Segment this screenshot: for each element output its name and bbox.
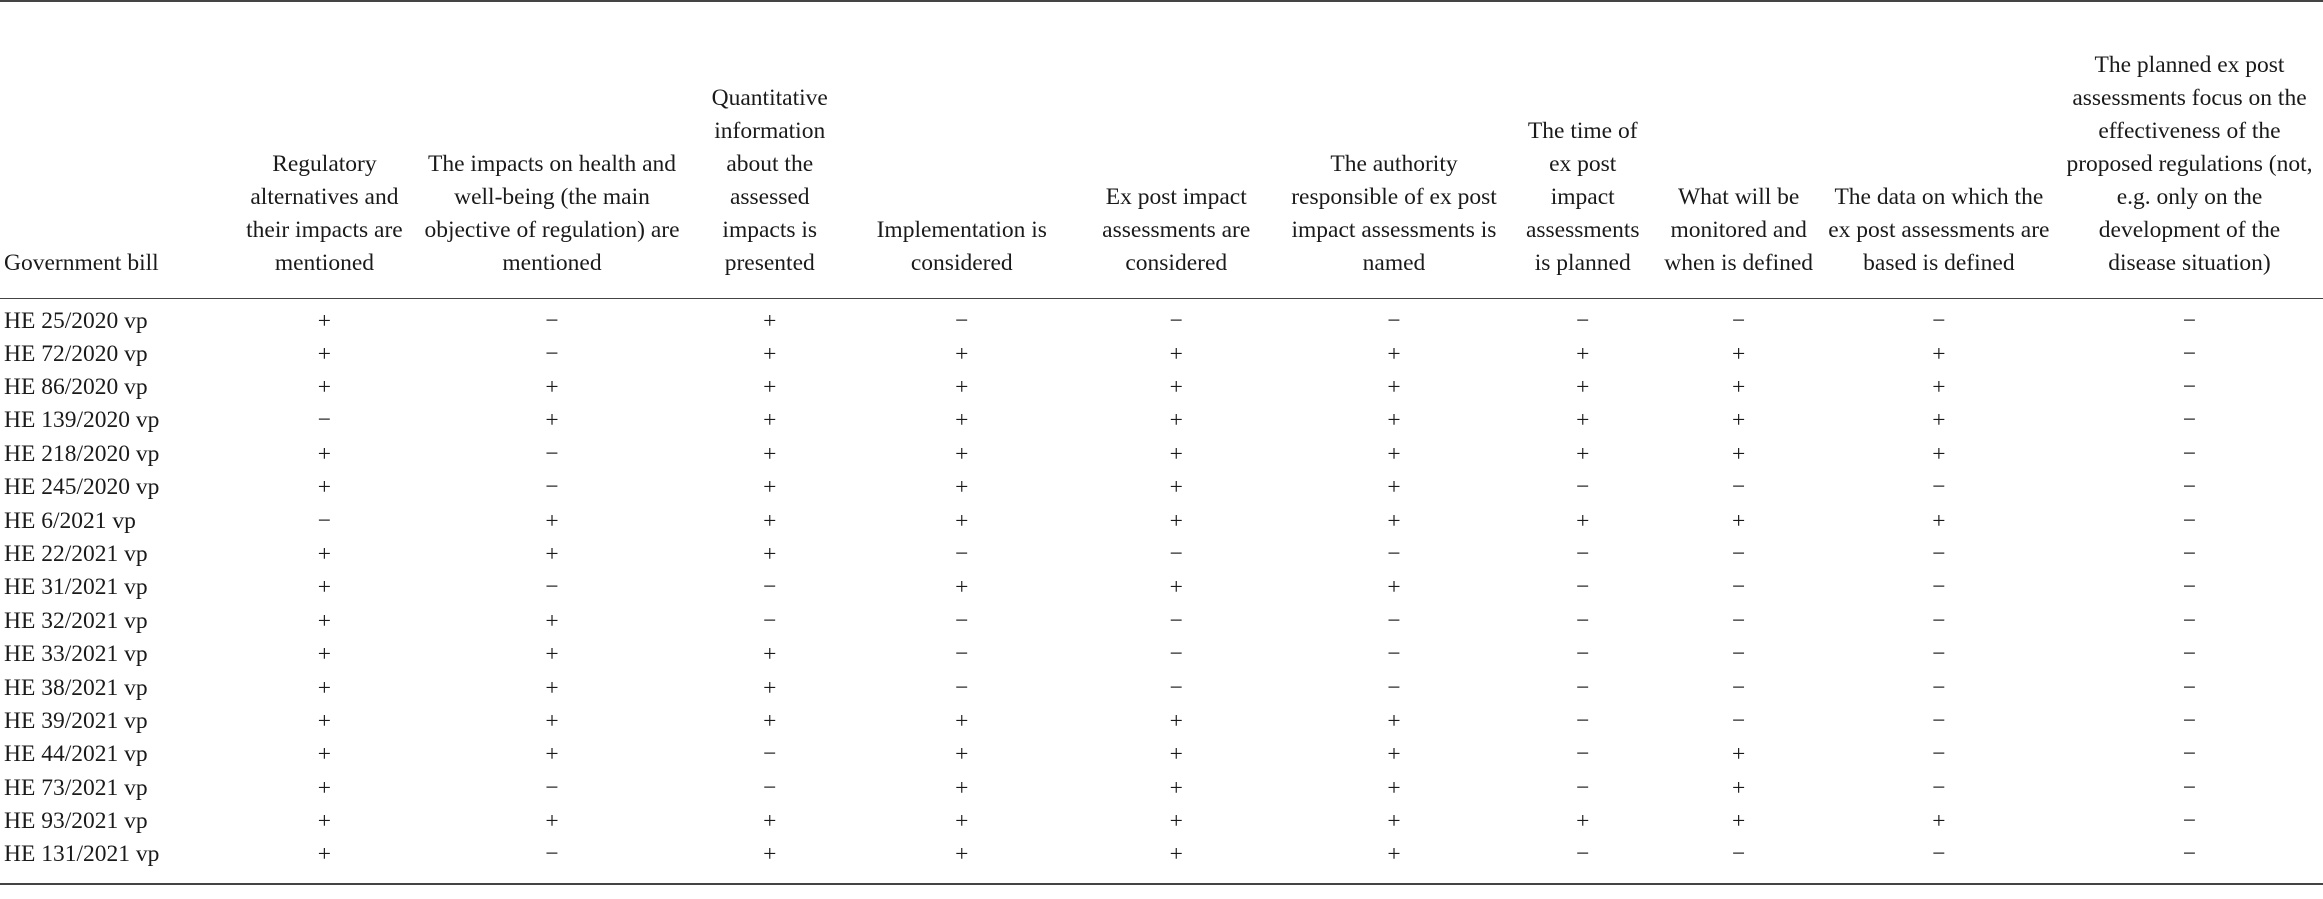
bill-cell: HE 38/2021 vp [4, 674, 148, 701]
bill-cell: HE 218/2020 vp [4, 440, 160, 467]
mark-cell: − [1732, 707, 1746, 734]
mark-cell: − [955, 641, 969, 668]
table-row [0, 471, 2323, 504]
mark-cell: − [763, 774, 777, 801]
mark-cell: − [1576, 474, 1590, 501]
mark-cell: + [1169, 774, 1183, 801]
mark-cell: + [1932, 407, 1946, 434]
bill-cell: HE 72/2020 vp [4, 340, 148, 367]
bill-cell: HE 33/2021 vp [4, 641, 148, 668]
table-row [0, 838, 2323, 884]
bill-cell: HE 86/2020 vp [4, 374, 148, 401]
mark-cell: + [545, 674, 559, 701]
mark-cell: − [1732, 841, 1746, 868]
mark-cell: + [317, 774, 332, 801]
bill-cell: HE 139/2020 vp [4, 407, 160, 434]
bill-cell: HE 32/2021 vp [4, 607, 148, 634]
column-header: The time of ex post impact assessments is planned [1510, 1, 1656, 298]
mark-cell: + [317, 841, 332, 868]
mark-cell: + [1576, 340, 1590, 367]
mark-cell: − [2182, 340, 2197, 367]
table-body [0, 298, 2323, 884]
mark-cell: − [1932, 641, 1946, 668]
mark-cell: − [1932, 674, 1946, 701]
mark-cell: + [955, 774, 969, 801]
mark-cell: + [763, 541, 777, 568]
mark-cell: + [317, 474, 332, 501]
mark-cell: + [1576, 374, 1590, 401]
mark-cell: + [955, 574, 969, 601]
mark-cell: + [317, 440, 332, 467]
table-row [0, 638, 2323, 671]
mark-cell: + [955, 841, 969, 868]
mark-cell: + [317, 808, 332, 835]
mark-cell: − [2182, 641, 2197, 668]
mark-cell: − [1169, 541, 1183, 568]
mark-cell: + [1387, 340, 1401, 367]
column-header: The authority responsible of ex post impact assessments is named [1278, 1, 1510, 298]
column-header: What will be monitored and when is defined [1655, 1, 1821, 298]
table-bottom-rule [0, 884, 2323, 885]
mark-cell: + [317, 374, 332, 401]
table-row [0, 805, 2323, 838]
mark-cell: + [545, 374, 559, 401]
mark-cell: + [545, 641, 559, 668]
mark-cell: + [1932, 340, 1946, 367]
mark-cell: + [317, 707, 332, 734]
mark-cell: − [1576, 574, 1590, 601]
mark-cell: + [763, 641, 777, 668]
mark-cell: − [1576, 841, 1590, 868]
table-row [0, 504, 2323, 537]
mark-cell: + [1387, 774, 1401, 801]
mark-cell: + [955, 808, 969, 835]
mark-cell: + [1932, 507, 1946, 534]
mark-cell: + [763, 407, 777, 434]
mark-cell: − [1932, 474, 1946, 501]
bill-cell: HE 25/2020 vp [4, 307, 148, 334]
mark-cell: − [1732, 574, 1746, 601]
mark-cell: − [1169, 307, 1183, 334]
mark-cell: + [763, 340, 777, 367]
mark-cell: − [1932, 541, 1946, 568]
mark-cell: − [2182, 507, 2197, 534]
mark-cell: − [317, 407, 332, 434]
mark-cell: − [1387, 607, 1401, 634]
mark-cell: + [545, 808, 559, 835]
table-row [0, 571, 2323, 604]
mark-cell: + [955, 707, 969, 734]
column-header: The data on which the ex post assessments are based is defined [1822, 1, 2056, 298]
mark-cell: − [1732, 307, 1746, 334]
mark-cell: + [545, 707, 559, 734]
mark-cell: − [1732, 674, 1746, 701]
mark-cell: + [763, 841, 777, 868]
column-header: Ex post impact assessments are considered [1074, 1, 1278, 298]
table-row [0, 404, 2323, 437]
mark-cell: − [1576, 741, 1590, 768]
bill-cell: HE 6/2021 vp [4, 507, 136, 534]
mark-cell: − [2182, 474, 2197, 501]
mark-cell: + [1387, 741, 1401, 768]
mark-cell: + [763, 440, 777, 467]
mark-cell: + [1169, 707, 1183, 734]
mark-cell: − [1576, 307, 1590, 334]
mark-cell: − [955, 607, 969, 634]
mark-cell: + [317, 641, 332, 668]
mark-cell: + [1732, 774, 1746, 801]
bill-cell: HE 245/2020 vp [4, 474, 160, 501]
table-row [0, 438, 2323, 471]
mark-cell: − [1732, 607, 1746, 634]
bill-cell: HE 39/2021 vp [4, 707, 148, 734]
mark-cell: − [1387, 307, 1401, 334]
mark-cell: + [545, 741, 559, 768]
mark-cell: − [1932, 841, 1946, 868]
column-header: The impacts on health and well-being (the main objective of regulation) are mentioned [414, 1, 691, 298]
mark-cell: + [1169, 440, 1183, 467]
mark-cell: − [1576, 607, 1590, 634]
mark-cell: − [1932, 707, 1946, 734]
mark-cell: + [955, 741, 969, 768]
mark-cell: − [2182, 808, 2197, 835]
mark-cell: − [1169, 674, 1183, 701]
mark-cell: − [545, 307, 559, 334]
mark-cell: − [545, 340, 559, 367]
mark-cell: + [545, 507, 559, 534]
mark-cell: − [1169, 607, 1183, 634]
table-row [0, 772, 2323, 805]
mark-cell: + [1169, 507, 1183, 534]
mark-cell: − [2182, 440, 2197, 467]
mark-cell: − [2182, 374, 2197, 401]
mark-cell: + [317, 307, 332, 334]
mark-cell: − [1169, 641, 1183, 668]
mark-cell: + [763, 674, 777, 701]
mark-cell: + [1576, 407, 1590, 434]
bill-cell: HE 22/2021 vp [4, 541, 148, 568]
mark-cell: + [763, 474, 777, 501]
mark-cell: − [1932, 741, 1946, 768]
mark-cell: + [763, 808, 777, 835]
mark-cell: + [1169, 841, 1183, 868]
mark-cell: + [955, 374, 969, 401]
table-row [0, 538, 2323, 571]
column-header: Regulatory alternatives and their impacts are mentioned [235, 1, 413, 298]
mark-cell: − [2182, 674, 2197, 701]
mark-cell: − [2182, 541, 2197, 568]
mark-cell: − [1576, 674, 1590, 701]
bill-cell: HE 131/2021 vp [4, 841, 160, 868]
mark-cell: − [2182, 741, 2197, 768]
mark-cell: + [1387, 474, 1401, 501]
mark-cell: − [1576, 707, 1590, 734]
mark-cell: − [1732, 474, 1746, 501]
mark-cell: + [1576, 440, 1590, 467]
mark-cell: − [1732, 541, 1746, 568]
mark-cell: − [763, 574, 777, 601]
header-row [0, 1, 2323, 298]
mark-cell: + [1169, 741, 1183, 768]
column-header: Quantitative information about the assessed impacts is presented [690, 1, 849, 298]
mark-cell: + [1169, 574, 1183, 601]
table-row [0, 298, 2323, 338]
mark-cell: − [1576, 541, 1590, 568]
mark-cell: − [545, 474, 559, 501]
bill-cell: HE 73/2021 vp [4, 774, 148, 801]
mark-cell: − [1387, 541, 1401, 568]
mark-cell: − [1932, 574, 1946, 601]
mark-cell: + [955, 507, 969, 534]
mark-cell: + [763, 707, 777, 734]
bill-cell: HE 44/2021 vp [4, 741, 148, 768]
mark-cell: − [1932, 307, 1946, 334]
mark-cell: − [2182, 574, 2197, 601]
mark-cell: + [1169, 808, 1183, 835]
mark-cell: − [2182, 607, 2197, 634]
mark-cell: + [317, 541, 332, 568]
mark-cell: + [1732, 340, 1746, 367]
mark-cell: − [1387, 674, 1401, 701]
mark-cell: − [1932, 774, 1946, 801]
mark-cell: + [1732, 407, 1746, 434]
mark-cell: − [2182, 774, 2197, 801]
mark-cell: + [1169, 407, 1183, 434]
column-header: Implementation is considered [849, 1, 1074, 298]
mark-cell: + [1169, 474, 1183, 501]
mark-cell: + [955, 340, 969, 367]
mark-cell: + [763, 507, 777, 534]
mark-cell: − [1932, 607, 1946, 634]
mark-cell: + [1732, 440, 1746, 467]
mark-cell: + [763, 307, 777, 334]
mark-cell: − [1732, 641, 1746, 668]
mark-cell: − [763, 741, 777, 768]
table-row [0, 705, 2323, 738]
mark-cell: + [1576, 507, 1590, 534]
bill-cell: HE 93/2021 vp [4, 808, 148, 835]
mark-cell: − [1576, 774, 1590, 801]
mark-cell: + [1732, 507, 1746, 534]
mark-cell: + [1387, 808, 1401, 835]
mark-cell: − [545, 841, 559, 868]
mark-cell: + [1169, 374, 1183, 401]
mark-cell: + [1387, 574, 1401, 601]
mark-cell: + [1732, 808, 1746, 835]
mark-cell: + [1387, 374, 1401, 401]
table-row [0, 338, 2323, 371]
mark-cell: − [2182, 307, 2197, 334]
mark-cell: − [317, 507, 332, 534]
mark-cell: − [1387, 641, 1401, 668]
mark-cell: + [545, 407, 559, 434]
mark-cell: − [955, 307, 969, 334]
mark-cell: − [545, 574, 559, 601]
mark-cell: + [1387, 407, 1401, 434]
mark-cell: − [2182, 841, 2197, 868]
mark-cell: − [955, 541, 969, 568]
mark-cell: + [763, 374, 777, 401]
mark-cell: − [545, 440, 559, 467]
mark-cell: + [1732, 741, 1746, 768]
mark-cell: + [955, 407, 969, 434]
mark-cell: − [2182, 407, 2197, 434]
mark-cell: + [1932, 808, 1946, 835]
mark-cell: + [1387, 507, 1401, 534]
mark-cell: + [1932, 374, 1946, 401]
mark-cell: + [1387, 841, 1401, 868]
mark-cell: + [1387, 707, 1401, 734]
table-row [0, 671, 2323, 704]
column-header: The planned ex post assessments focus on the effectiveness of the proposed regulations (not, e.g. only on the development of the disease situation) [2056, 1, 2323, 298]
mark-cell: + [317, 340, 332, 367]
mark-cell: + [1932, 440, 1946, 467]
mark-cell: − [1576, 641, 1590, 668]
mark-cell: + [955, 440, 969, 467]
bill-cell: HE 31/2021 vp [4, 574, 148, 601]
table-row [0, 738, 2323, 771]
mark-cell: − [545, 774, 559, 801]
mark-cell: + [1387, 440, 1401, 467]
mark-cell: − [955, 674, 969, 701]
mark-cell: − [2182, 707, 2197, 734]
mark-cell: + [317, 674, 332, 701]
table-row [0, 371, 2323, 404]
table-row [0, 605, 2323, 638]
mark-cell: + [955, 474, 969, 501]
mark-cell: + [317, 607, 332, 634]
mark-cell: + [545, 607, 559, 634]
mark-cell: + [1169, 340, 1183, 367]
column-header: Government bill [0, 1, 235, 298]
mark-cell: + [317, 741, 332, 768]
mark-cell: − [763, 607, 777, 634]
mark-cell: + [1576, 808, 1590, 835]
mark-cell: + [317, 574, 332, 601]
mark-cell: + [1732, 374, 1746, 401]
mark-cell: + [545, 541, 559, 568]
